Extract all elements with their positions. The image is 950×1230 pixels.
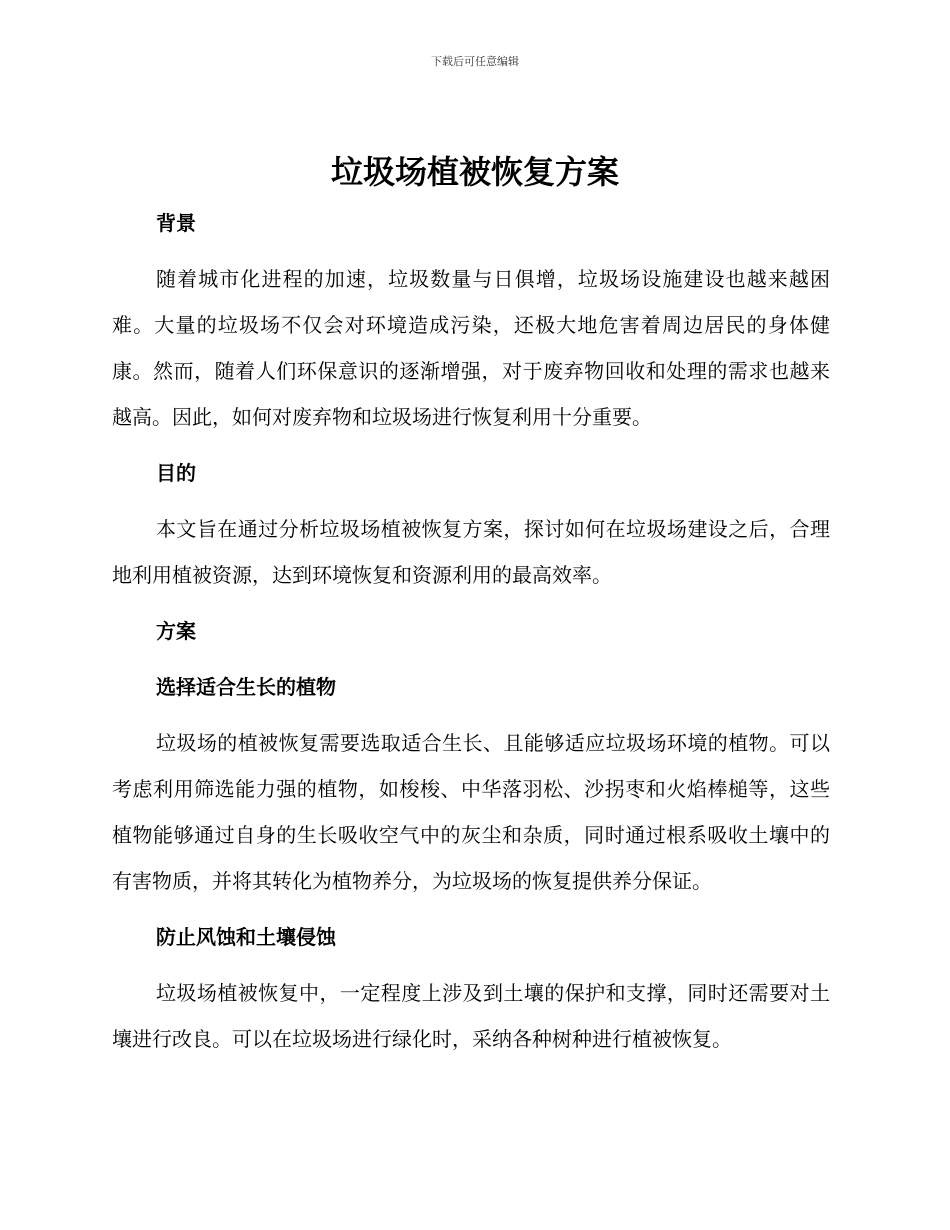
section-heading-prevent-erosion: 防止风蚀和土壤侵蚀 bbox=[156, 925, 336, 949]
page-header-note: 下载后可任意编辑 bbox=[431, 55, 519, 68]
paragraph-purpose: 本文旨在通过分析垃圾场植被恢复方案，探讨如何在垃圾场建设之后，合理地利用植被资源，达到环境恢复和资源利用的最高效率。 bbox=[112, 517, 830, 587]
paragraph-prevent-erosion: 垃圾场植被恢复中，一定程度上涉及到土壤的保护和支撑，同时还需要对土壤进行改良。可以在垃圾场进行绿化时，采纳各种树种进行植被恢复。 bbox=[112, 981, 830, 1051]
section-heading-purpose: 目的 bbox=[156, 461, 196, 485]
section-heading-background: 背景 bbox=[156, 211, 196, 235]
document-body bbox=[112, 200, 830, 1062]
document-title: 垃圾场植被恢复方案 bbox=[330, 153, 619, 191]
section-heading-select-plants: 选择适合生长的植物 bbox=[156, 675, 336, 699]
section-heading-plan: 方案 bbox=[156, 619, 196, 643]
paragraph-background: 随着城市化进程的加速，垃圾数量与日俱增，垃圾场设施建设也越来越困难。大量的垃圾场不仅会对环境造成污染，还极大地危害着周边居民的身体健康。然而，随着人们环保意识的逐渐增强，对于废弃物回收和处理的需求也越来越高。因此，如何对废弃物和垃圾场进行恢复利用十分重要。 bbox=[112, 267, 830, 429]
paragraph-select-plants: 垃圾场的植被恢复需要选取适合生长、且能够适应垃圾场环境的植物。可以考虑利用筛选能力强的植物，如梭梭、中华落羽松、沙拐枣和火焰棒槌等，这些植物能够通过自身的生长吸收空气中的灰尘和杂质，同时通过根系吸收土壤中的有害物质，并将其转化为植物养分，为垃圾场的恢复提供养分保证。 bbox=[112, 731, 830, 893]
